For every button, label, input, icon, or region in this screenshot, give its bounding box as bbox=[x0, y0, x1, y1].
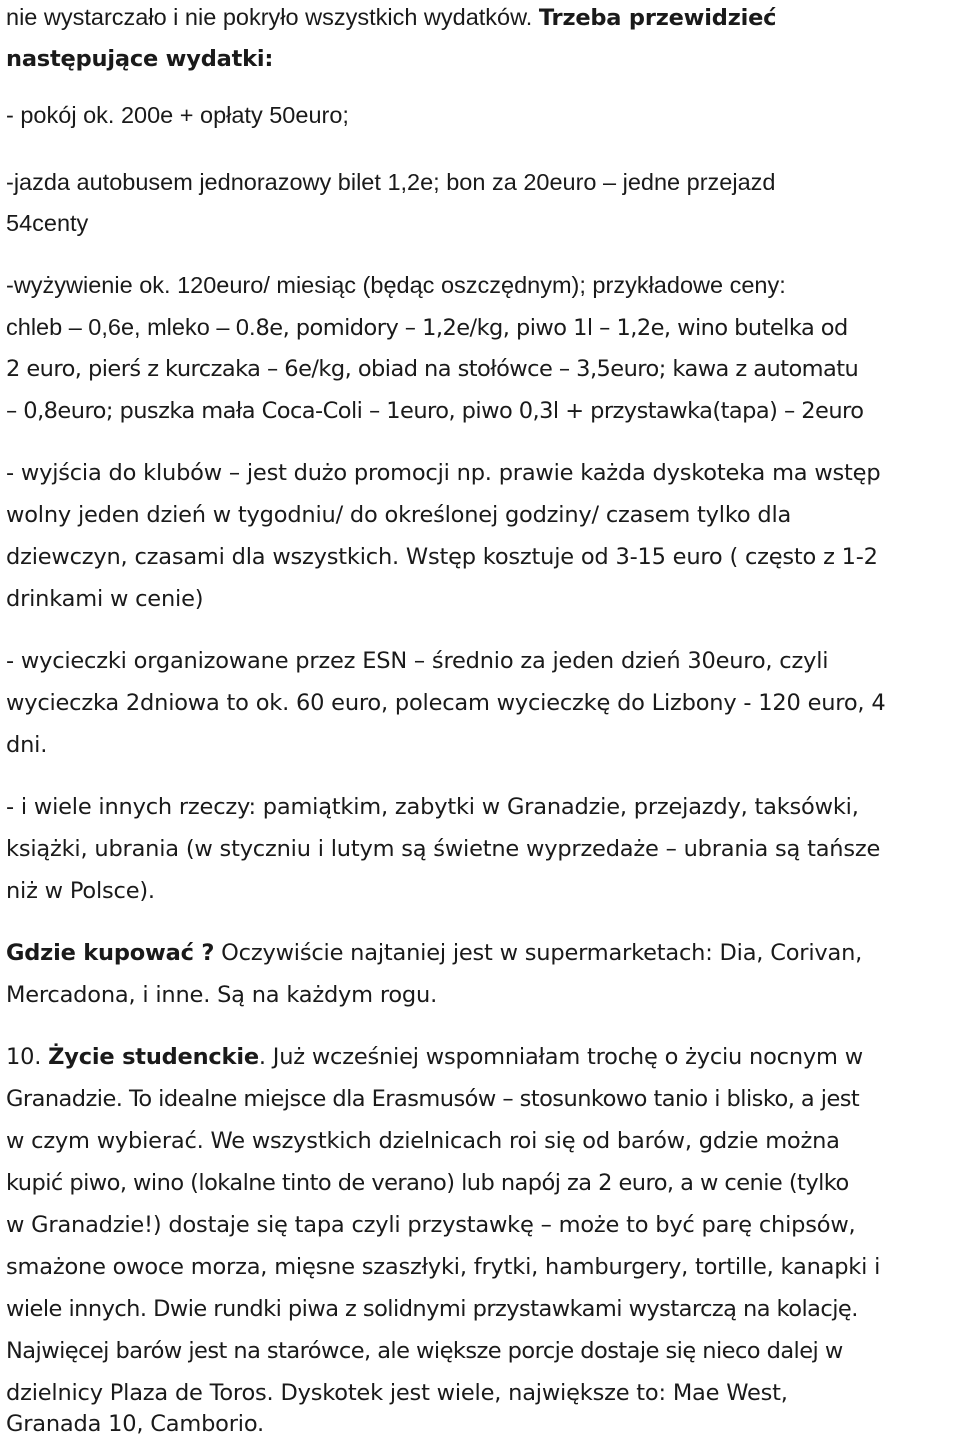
text-line: - pokój ok. 200e + opłaty 50euro; bbox=[6, 102, 349, 128]
text-line: -wyżywienie ok. 120euro/ miesiąc (będąc oszczędnym); przykładowe ceny: bbox=[6, 272, 786, 298]
text-line: Granadzie. To idealne miejsce dla Erasmusów – stosunkowo tanio i blisko, a jest bbox=[6, 1086, 860, 1112]
text-line: niż w Polsce). bbox=[6, 878, 155, 904]
text-line: 2 euro, pierś z kurczaka – 6e/kg, obiad na stołówce – 3,5euro; kawa z automatu bbox=[6, 356, 859, 382]
text-line: wiele innych. Dwie rundki piwa z solidnymi przystawkami wystarczą na kolację. bbox=[6, 1296, 858, 1322]
text-line: wolny jeden dzień w tygodniu/ do określonej godziny/ czasem tylko dla bbox=[6, 502, 792, 528]
text-line: w czym wybierać. We wszystkich dzielnicach roi się od barów, gdzie można bbox=[6, 1128, 840, 1154]
text-line: - wycieczki organizowane przez ESN – średnio za jeden dzień 30euro, czyli bbox=[6, 648, 829, 674]
text-line: - i wiele innych rzeczy: pamiątkim, zabytki w Granadzie, przejazdy, taksówki, bbox=[6, 794, 859, 820]
text-span: 8e, pomidory – 1,2e/kg, piwo 1l – 1,2e, wino butelka od bbox=[255, 315, 848, 341]
emphasis-text: Trzeba przewidzieć bbox=[538, 5, 777, 31]
text-span: . Już wcześniej wspomniałam trochę o życiu nocnym w bbox=[258, 1044, 863, 1070]
text-line bbox=[6, 938, 862, 968]
text-line: dni. bbox=[6, 732, 48, 758]
text-line: następujące wydatki: bbox=[6, 46, 274, 72]
text-line: książki, ubrania (w styczniu i lutym są świetne wyprzedaże – ubrania są tańsze bbox=[6, 836, 881, 862]
text-line: Najwięcej barów jest na starówce, ale większe porcje dostaje się nieco dalej w bbox=[6, 1338, 843, 1364]
text-line bbox=[6, 2, 776, 33]
text-line: Mercadona, i inne. Są na każdym rogu. bbox=[6, 982, 438, 1008]
text-line: kupić piwo, wino (lokalne tinto de verano) lub napój za 2 euro, a w cenie (tylko bbox=[6, 1170, 849, 1196]
text-line: - wyjścia do klubów – jest dużo promocji np. prawie każda dyskoteka ma wstęp bbox=[6, 460, 881, 486]
text-line: smażone owoce morza, mięsne szaszłyki, frytki, hamburgery, tortille, kanapki i bbox=[6, 1254, 881, 1280]
section-number: 10. bbox=[6, 1044, 49, 1070]
text-line: w Granadzie!) dostaje się tapa czyli przystawkę – może to być parę chipsów, bbox=[6, 1212, 856, 1238]
section-heading: Życie studenckie bbox=[48, 1044, 259, 1070]
text-span: Oczywiście najtaniej jest w supermarketach: Dia, Corivan, bbox=[214, 940, 863, 966]
text-line: wycieczka 2dniowa to ok. 60 euro, polecam wycieczkę do Lizbony - 120 euro, 4 bbox=[6, 690, 886, 716]
text-line bbox=[6, 1042, 863, 1072]
text-span: chleb – 0,6e, mleko – 0. bbox=[6, 314, 256, 340]
section-heading: Gdzie kupować ? bbox=[6, 940, 215, 966]
text-line: dzielnicy Plaza de Toros. Dyskotek jest wiele, największe to: Mae West, bbox=[6, 1380, 788, 1406]
text-line: -jazda autobusem jednorazowy bilet 1,2e; bon za 20euro – jedne przejazd bbox=[6, 169, 776, 195]
text-line: 54centy bbox=[6, 210, 89, 236]
text-line: dziewczyn, czasami dla wszystkich. Wstęp kosztuje od 3-15 euro ( często z 1-2 bbox=[6, 544, 878, 570]
text-line: Granada 10, Camborio. bbox=[6, 1411, 264, 1437]
text-line bbox=[6, 312, 848, 343]
text-span: nie wystarczało i nie pokryło wszystkich wydatków. bbox=[6, 4, 533, 30]
text-line: drinkami w cenie) bbox=[6, 586, 204, 612]
text-line: – 0,8euro; puszka mała Coca-Coli – 1euro, piwo 0,3l + przystawka(tapa) – 2euro bbox=[6, 398, 864, 424]
